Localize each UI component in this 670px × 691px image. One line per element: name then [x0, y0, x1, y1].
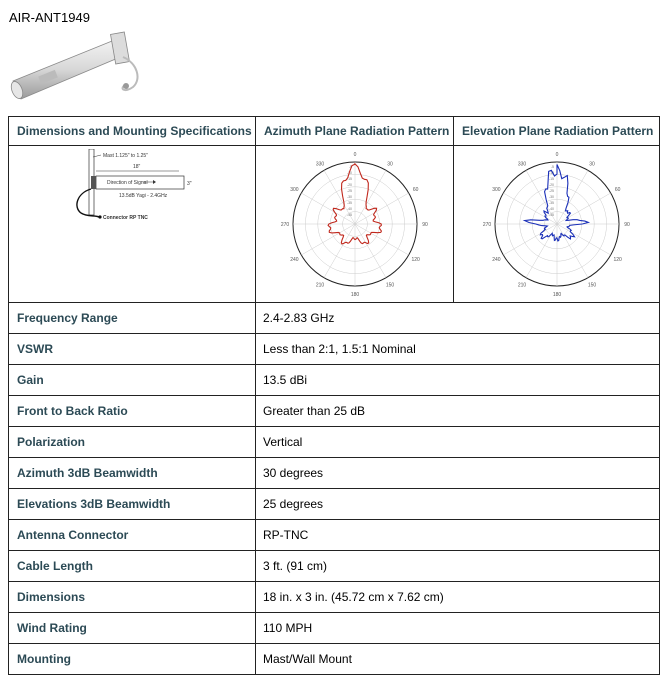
dimensions-diagram-cell — [9, 146, 256, 303]
polar-spoke — [557, 224, 611, 255]
mast-label: Mast 1.125" to 1.25" — [103, 153, 148, 159]
polar-ring-label: -35 — [548, 201, 554, 205]
spec-value: 110 MPH — [256, 613, 660, 644]
polar-ring-label: -5 — [348, 165, 352, 169]
polar-angle-label: 90 — [421, 222, 428, 228]
spec-label: Gain — [9, 365, 256, 396]
spec-row — [9, 613, 660, 644]
spec-row — [9, 334, 660, 365]
spec-row — [9, 365, 660, 396]
polar-angle-label: 120 — [612, 257, 622, 263]
polar-spoke — [557, 193, 611, 224]
polar-angle-label: 0 — [555, 152, 558, 158]
polar-angle-label: 0 — [353, 152, 356, 158]
polar-spoke — [503, 224, 557, 255]
polar-angle-label: 90 — [623, 222, 630, 228]
polar-angle-label: 60 — [412, 187, 418, 193]
polar-spoke — [301, 224, 355, 255]
spec-value: Greater than 25 dB — [256, 396, 660, 427]
polar-angle-label: 270 — [482, 222, 491, 228]
polar-ring-label: -30 — [346, 195, 352, 199]
polar-angle-label: 150 — [385, 282, 394, 289]
polar-angle-label: 270 — [280, 222, 289, 228]
elevation-pattern-curve — [524, 164, 588, 240]
polar-angle-label: 60 — [614, 187, 620, 193]
connector-label: Connector RP TNC — [103, 215, 148, 221]
spec-label: Frequency Range — [9, 303, 256, 334]
polar-spoke — [324, 224, 355, 278]
polar-angle-label: 300 — [491, 187, 501, 193]
polar-ring-label: -45 — [548, 213, 554, 217]
polar-ring-label: -40 — [548, 207, 554, 211]
spec-value: Mast/Wall Mount — [256, 644, 660, 675]
header-dimensions: Dimensions and Mounting Specifications — [9, 117, 256, 146]
spec-label: Cable Length — [9, 551, 256, 582]
polar-angle-label: 330 — [315, 161, 324, 168]
spec-value: RP-TNC — [256, 520, 660, 551]
elevation-polar-chart — [482, 149, 632, 299]
spec-row — [9, 520, 660, 551]
height-label: 3" — [187, 181, 192, 187]
spec-label: Dimensions — [9, 582, 256, 613]
spec-row — [9, 582, 660, 613]
polar-ring-label: -15 — [548, 177, 554, 181]
polar-ring-label: -25 — [346, 189, 352, 193]
spec-label: Azimuth 3dB Beamwidth — [9, 458, 256, 489]
spec-row — [9, 489, 660, 520]
polar-angle-label: 210 — [315, 282, 324, 289]
spec-value: Vertical — [256, 427, 660, 458]
spec-label: Elevations 3dB Beamwidth — [9, 489, 256, 520]
yagi-label: 13.5dB Yagi - 2.4GHz — [119, 193, 168, 199]
spec-table — [8, 116, 660, 675]
polar-ring-label: -25 — [548, 189, 554, 193]
polar-ring-label: -35 — [346, 201, 352, 205]
signal-label: Direction of Signal — [107, 180, 148, 186]
polar-ring-label: -5 — [550, 165, 554, 169]
spec-value: 30 degrees — [256, 458, 660, 489]
header-azimuth: Azimuth Plane Radiation Pattern — [256, 117, 454, 146]
length-label: 18" — [133, 164, 141, 170]
image-row — [9, 146, 660, 303]
spec-row — [9, 396, 660, 427]
polar-spoke — [355, 193, 409, 224]
spec-value: 25 degrees — [256, 489, 660, 520]
polar-ring-label: -45 — [346, 213, 352, 217]
polar-angle-label: 330 — [517, 161, 526, 168]
spec-label: Antenna Connector — [9, 520, 256, 551]
polar-ring-label: -30 — [548, 195, 554, 199]
polar-spoke — [355, 224, 409, 255]
product-title: AIR-ANT1949 — [9, 10, 90, 25]
polar-angle-label: 300 — [289, 187, 299, 193]
polar-angle-label: 210 — [517, 282, 526, 289]
polar-spoke — [355, 170, 386, 224]
polar-ring-label: -20 — [346, 183, 352, 187]
polar-angle-label: 30 — [386, 161, 393, 168]
spec-row — [9, 551, 660, 582]
spec-value: 18 in. x 3 in. (45.72 cm x 7.62 cm) — [256, 582, 660, 613]
polar-spoke — [557, 224, 588, 278]
spec-label: Wind Rating — [9, 613, 256, 644]
polar-ring-label: -10 — [548, 171, 554, 175]
header-elevation: Elevation Plane Radiation Pattern — [454, 117, 660, 146]
antenna-photo — [9, 29, 144, 107]
spec-value: 3 ft. (91 cm) — [256, 551, 660, 582]
polar-angle-label: 180 — [350, 292, 359, 298]
spec-value: 2.4-2.83 GHz — [256, 303, 660, 334]
spec-row — [9, 644, 660, 675]
spec-value: 13.5 dBi — [256, 365, 660, 396]
polar-ring-label: -15 — [346, 177, 352, 181]
polar-ring-label: -10 — [346, 171, 352, 175]
spec-label: Front to Back Ratio — [9, 396, 256, 427]
azimuth-pattern-cell — [256, 146, 454, 303]
spec-label: VSWR — [9, 334, 256, 365]
spec-label: Polarization — [9, 427, 256, 458]
header-row — [9, 117, 660, 146]
polar-angle-label: 180 — [552, 292, 561, 298]
polar-angle-label: 120 — [410, 257, 420, 263]
polar-angle-label: 240 — [491, 257, 501, 263]
polar-ring-label: -40 — [346, 207, 352, 211]
spec-label: Mounting — [9, 644, 256, 675]
polar-angle-label: 150 — [587, 282, 596, 289]
polar-ring-label: -20 — [548, 183, 554, 187]
polar-angle-label: 30 — [588, 161, 595, 168]
spec-row — [9, 303, 660, 334]
polar-angle-label: 240 — [289, 257, 299, 263]
spec-row — [9, 458, 660, 489]
spec-value: Less than 2:1, 1.5:1 Nominal — [256, 334, 660, 365]
elevation-pattern-cell — [454, 146, 660, 303]
spec-row — [9, 427, 660, 458]
azimuth-polar-chart — [280, 149, 430, 299]
dimensions-diagram — [69, 149, 199, 239]
